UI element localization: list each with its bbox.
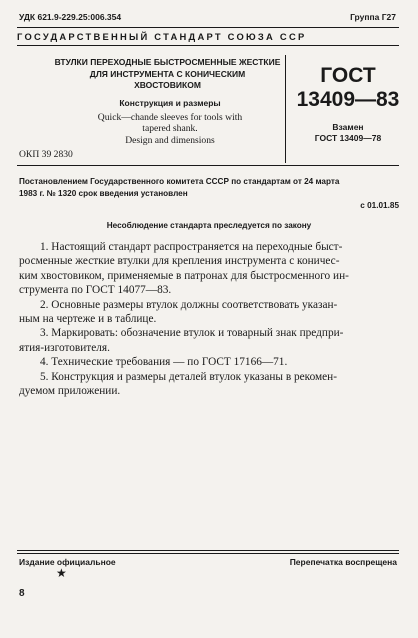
resolution-text [19,176,399,201]
law-warning: Несоблюдение стандарта преследуется по закону [106,221,312,230]
body-line: 2. Основные размеры втулок должны соответствовать указан- [40,298,338,311]
footer-rule-bottom [17,553,399,554]
header-rule-top [17,27,399,28]
replaces-label: Взамен [332,122,364,132]
resolution-line: 1983 г. № 1320 срок введения установлен [19,189,188,199]
state-standard-banner: ГОСУДАРСТВЕННЫЙ СТАНДАРТ СОЮЗА ССР [17,31,307,42]
body-line: струмента по ГОСТ 14077—83. [19,284,172,297]
reprint-prohibited: Перепечатка воспрещена [289,557,397,567]
group-code: Группа Г27 [350,12,396,22]
body-line: ятия-изготовителя. [19,341,110,354]
section-rule [17,165,399,166]
title-line: ВТУЛКИ ПЕРЕХОДНЫЕ БЫСТРОСМЕННЫЕ ЖЕСТКИЕ [54,57,281,67]
star-icon: ★ [56,566,67,580]
title-en-line: Quick—chande sleeves for tools with [97,112,243,123]
body-line: 4. Технические требования — по ГОСТ 17166—71. [40,356,288,369]
title-line: ДЛЯ ИНСТРУМЕНТА С КОНИЧЕСКИМ [89,68,246,79]
gost-number: 13409—83 [296,88,400,111]
body-line: 1. Настоящий стандарт распространяется на переходные быст- [40,241,343,253]
standard-title-ru [40,57,295,92]
okp-code: ОКП 39 2830 [19,149,73,160]
title-en-line: Design and dimensions [125,134,215,146]
effective-date: с 01.01.85 [360,201,399,210]
body-line: 5. Конструкция и размеры деталей втулок указаны в рекомен- [40,370,337,383]
standard-title-en [60,112,280,146]
body-line: росменные жесткие втулки для крепления инструмента с коничес- [19,255,340,268]
footer-rule-top [17,550,399,551]
gost-label: ГОСТ [320,64,376,87]
title-separator [285,55,286,163]
header-rule-bottom [17,45,399,46]
title-en-line: tapered shank. [142,123,198,135]
udk-code: УДК 621.9-229.25:006.354 [19,12,122,22]
gost-designation [293,64,403,112]
replaces-block [293,122,403,144]
body-line: дуемом приложении. [19,385,121,398]
replaces-value: ГОСТ 13409—78 [314,133,382,143]
standard-body [19,240,399,398]
body-line: ким хвостовиком, применяемые в патронах для быстросменного ин- [19,269,349,282]
title-line: ХВОСТОВИКОМ [134,80,201,90]
body-line: ным на чертеже и в таблице. [19,313,157,326]
page-number: 8 [19,588,25,599]
official-edition: Издание официальное [19,557,116,567]
body-line: 3. Маркировать: обозначение втулок и товарный знак предпри- [40,327,344,340]
subtitle-ru: Конструкция и размеры [119,98,221,108]
resolution-line: Постановлением Государственного комитета СССР по стандартам от 24 марта [19,177,340,186]
